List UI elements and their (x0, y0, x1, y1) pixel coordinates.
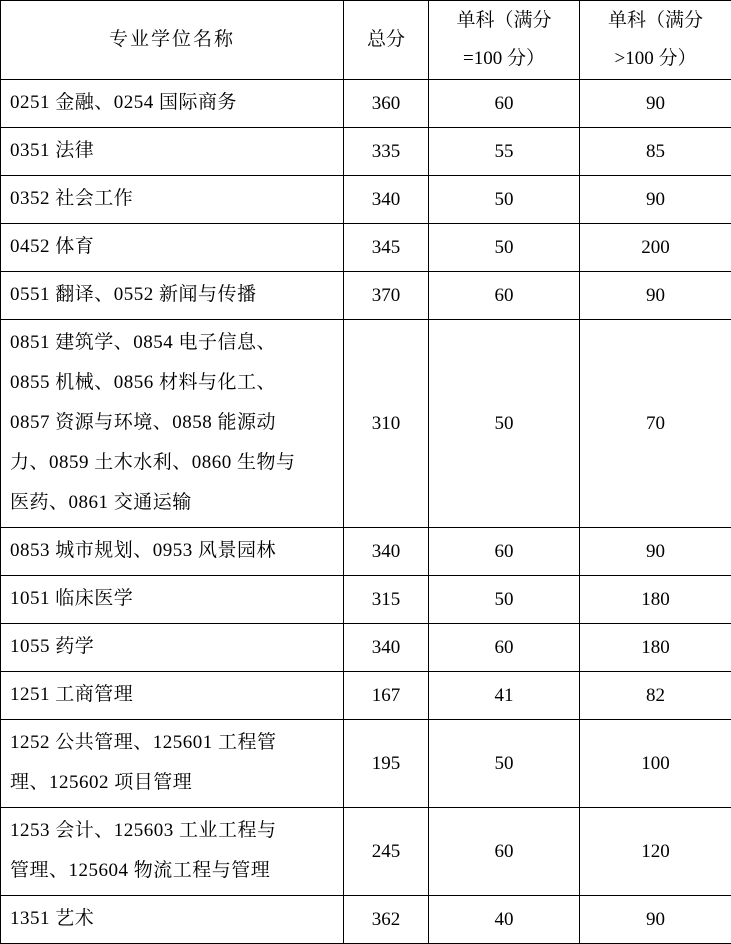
cell-single-subject-over-100: 180 (580, 576, 731, 624)
cell-total-score: 345 (344, 224, 429, 272)
major-name-line: 0855 机械、0856 材料与化工、 (10, 363, 334, 403)
major-name-line: 1351 艺术 (10, 899, 334, 939)
column-header-line: 总分 (350, 21, 422, 59)
cell-major-name (1, 808, 344, 896)
cell-major-name (1, 896, 344, 944)
major-name-line: 管理、125604 物流工程与管理 (10, 851, 334, 891)
major-name-line: 理、125602 项目管理 (10, 763, 334, 803)
cell-total-score: 315 (344, 576, 429, 624)
cell-single-subject-over-100: 90 (580, 176, 731, 224)
table-body (1, 80, 731, 944)
table-row (1, 672, 731, 720)
major-name-line: 0351 法律 (10, 131, 334, 171)
cell-single-subject-100: 50 (429, 720, 580, 808)
column-header-line: 单科（满分 (586, 2, 725, 40)
table-row (1, 128, 731, 176)
major-name-line: 1252 公共管理、125601 工程管 (10, 723, 334, 763)
cell-single-subject-100: 50 (429, 576, 580, 624)
cell-major-name (1, 528, 344, 576)
cell-single-subject-over-100: 180 (580, 624, 731, 672)
column-header-major (1, 1, 344, 80)
table-row (1, 896, 731, 944)
table-row (1, 528, 731, 576)
table-row (1, 224, 731, 272)
cell-single-subject-100: 55 (429, 128, 580, 176)
cell-major-name (1, 672, 344, 720)
cell-major-name (1, 720, 344, 808)
cell-total-score: 340 (344, 624, 429, 672)
major-name-line: 力、0859 土木水利、0860 生物与 (10, 443, 334, 483)
table-row (1, 576, 731, 624)
cell-single-subject-100: 40 (429, 896, 580, 944)
cell-major-name (1, 80, 344, 128)
cell-total-score: 370 (344, 272, 429, 320)
cell-single-subject-over-100: 200 (580, 224, 731, 272)
major-name-line: 0851 建筑学、0854 电子信息、 (10, 323, 334, 363)
cell-single-subject-100: 50 (429, 320, 580, 528)
major-name-line: 1251 工商管理 (10, 675, 334, 715)
major-name-line: 1055 药学 (10, 627, 334, 667)
column-header-line: 单科（满分 (435, 2, 573, 40)
cell-single-subject-over-100: 90 (580, 272, 731, 320)
cell-single-subject-100: 60 (429, 272, 580, 320)
cell-single-subject-over-100: 90 (580, 896, 731, 944)
cell-major-name (1, 128, 344, 176)
cell-single-subject-over-100: 90 (580, 528, 731, 576)
cell-single-subject-100: 60 (429, 808, 580, 896)
cell-single-subject-100: 41 (429, 672, 580, 720)
table-row (1, 272, 731, 320)
major-name-line: 0251 金融、0254 国际商务 (10, 83, 334, 123)
column-header-line: >100 分） (586, 40, 725, 78)
column-header-line: 专业学位名称 (7, 21, 337, 59)
major-name-line: 0352 社会工作 (10, 179, 334, 219)
table-row (1, 808, 731, 896)
table-row (1, 624, 731, 672)
table-row (1, 320, 731, 528)
table-row (1, 720, 731, 808)
column-header-single_over_100 (580, 1, 731, 80)
cell-single-subject-over-100: 85 (580, 128, 731, 176)
cell-single-subject-over-100: 120 (580, 808, 731, 896)
cell-single-subject-100: 50 (429, 224, 580, 272)
cell-total-score: 362 (344, 896, 429, 944)
table-header (1, 1, 731, 80)
column-header-line: =100 分） (435, 40, 573, 78)
major-name-line: 1051 临床医学 (10, 579, 334, 619)
table-row (1, 176, 731, 224)
table-row (1, 80, 731, 128)
cell-single-subject-100: 50 (429, 176, 580, 224)
cell-single-subject-over-100: 70 (580, 320, 731, 528)
column-header-total (344, 1, 429, 80)
major-name-line: 0452 体育 (10, 227, 334, 267)
cell-single-subject-100: 60 (429, 528, 580, 576)
cell-total-score: 335 (344, 128, 429, 176)
column-header-single_100 (429, 1, 580, 80)
cell-single-subject-100: 60 (429, 80, 580, 128)
cell-major-name (1, 176, 344, 224)
cell-total-score: 340 (344, 528, 429, 576)
cell-single-subject-over-100: 82 (580, 672, 731, 720)
cell-major-name (1, 576, 344, 624)
cell-total-score: 167 (344, 672, 429, 720)
cell-total-score: 245 (344, 808, 429, 896)
table-header-row (1, 1, 731, 80)
cell-major-name (1, 272, 344, 320)
major-name-line: 0551 翻译、0552 新闻与传播 (10, 275, 334, 315)
cell-single-subject-over-100: 90 (580, 80, 731, 128)
cell-total-score: 340 (344, 176, 429, 224)
cell-total-score: 310 (344, 320, 429, 528)
cell-major-name (1, 624, 344, 672)
major-name-line: 0857 资源与环境、0858 能源动 (10, 403, 334, 443)
cell-single-subject-over-100: 100 (580, 720, 731, 808)
cell-single-subject-100: 60 (429, 624, 580, 672)
cell-total-score: 195 (344, 720, 429, 808)
cell-total-score: 360 (344, 80, 429, 128)
major-name-line: 1253 会计、125603 工业工程与 (10, 811, 334, 851)
major-name-line: 0853 城市规划、0953 风景园林 (10, 531, 334, 571)
cell-major-name (1, 320, 344, 528)
major-name-line: 医药、0861 交通运输 (10, 483, 334, 523)
cell-major-name (1, 224, 344, 272)
